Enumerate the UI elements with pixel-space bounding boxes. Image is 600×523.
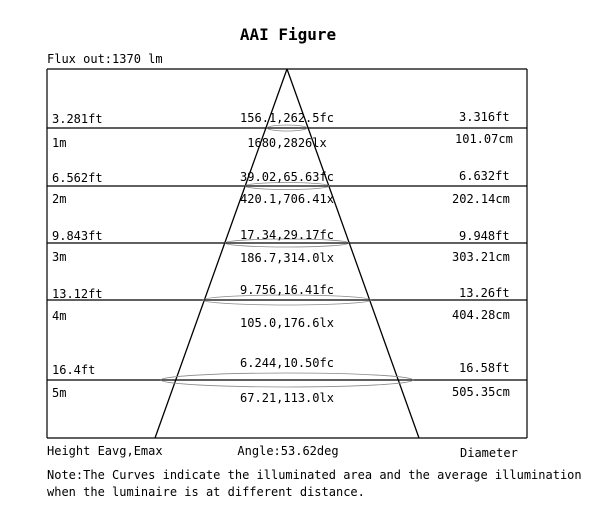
height-ft-5: 16.4ft [52,363,96,377]
fc-value-2: 39.02,65.63fc [240,170,334,184]
diameter-cm-1: 101.07cm [455,132,513,146]
height-m-5: 5m [52,386,67,400]
height-m-4: 4m [52,309,67,323]
lx-value-4: 105.0,176.6lx [240,316,334,330]
diameter-cm-4: 404.28cm [452,308,510,322]
height-column-label: Height Eavg,Emax [47,444,163,458]
diameter-ft-4: 13.26ft [459,286,510,300]
lx-value-2: 420.1,706.41x [240,192,334,206]
fc-value-5: 6.244,10.50fc [240,356,334,370]
diameter-ft-5: 16.58ft [459,361,510,375]
lx-value-5: 67.21,113.0lx [240,391,334,405]
height-m-1: 1m [52,136,67,150]
fc-value-3: 17.34,29.17fc [240,228,334,242]
diagram-title: AAI Figure [239,25,337,44]
lx-value-3: 186.7,314.0lx [240,251,334,265]
diameter-ft-2: 6.632ft [459,169,510,183]
height-ft-4: 13.12ft [52,287,103,301]
note-text: Note:The Curves indicate the illuminated area and the average illumination when the luminaire is at different distance. [47,468,582,499]
height-ft-1: 3.281ft [52,112,103,126]
lx-value-1: 1680,2826lx [247,136,327,150]
flux-label: Flux out:1370 lm [47,52,163,66]
beam-angle-label: Angle:53.62deg [237,444,339,458]
height-ft-3: 9.843ft [52,229,103,243]
height-m-3: 3m [52,250,67,264]
diameter-column-label: Diameter [460,446,518,460]
diameter-ft-3: 9.948ft [459,229,510,243]
height-m-2: 2m [52,192,67,206]
diameter-ft-1: 3.316ft [459,110,510,124]
height-ft-2: 6.562ft [52,171,103,185]
diameter-cm-3: 303.21cm [452,250,510,264]
fc-value-4: 9.756,16.41fc [240,283,334,297]
diameter-cm-5: 505.35cm [452,385,510,399]
diameter-cm-2: 202.14cm [452,192,510,206]
fc-value-1: 156.1,262.5fc [240,111,334,125]
